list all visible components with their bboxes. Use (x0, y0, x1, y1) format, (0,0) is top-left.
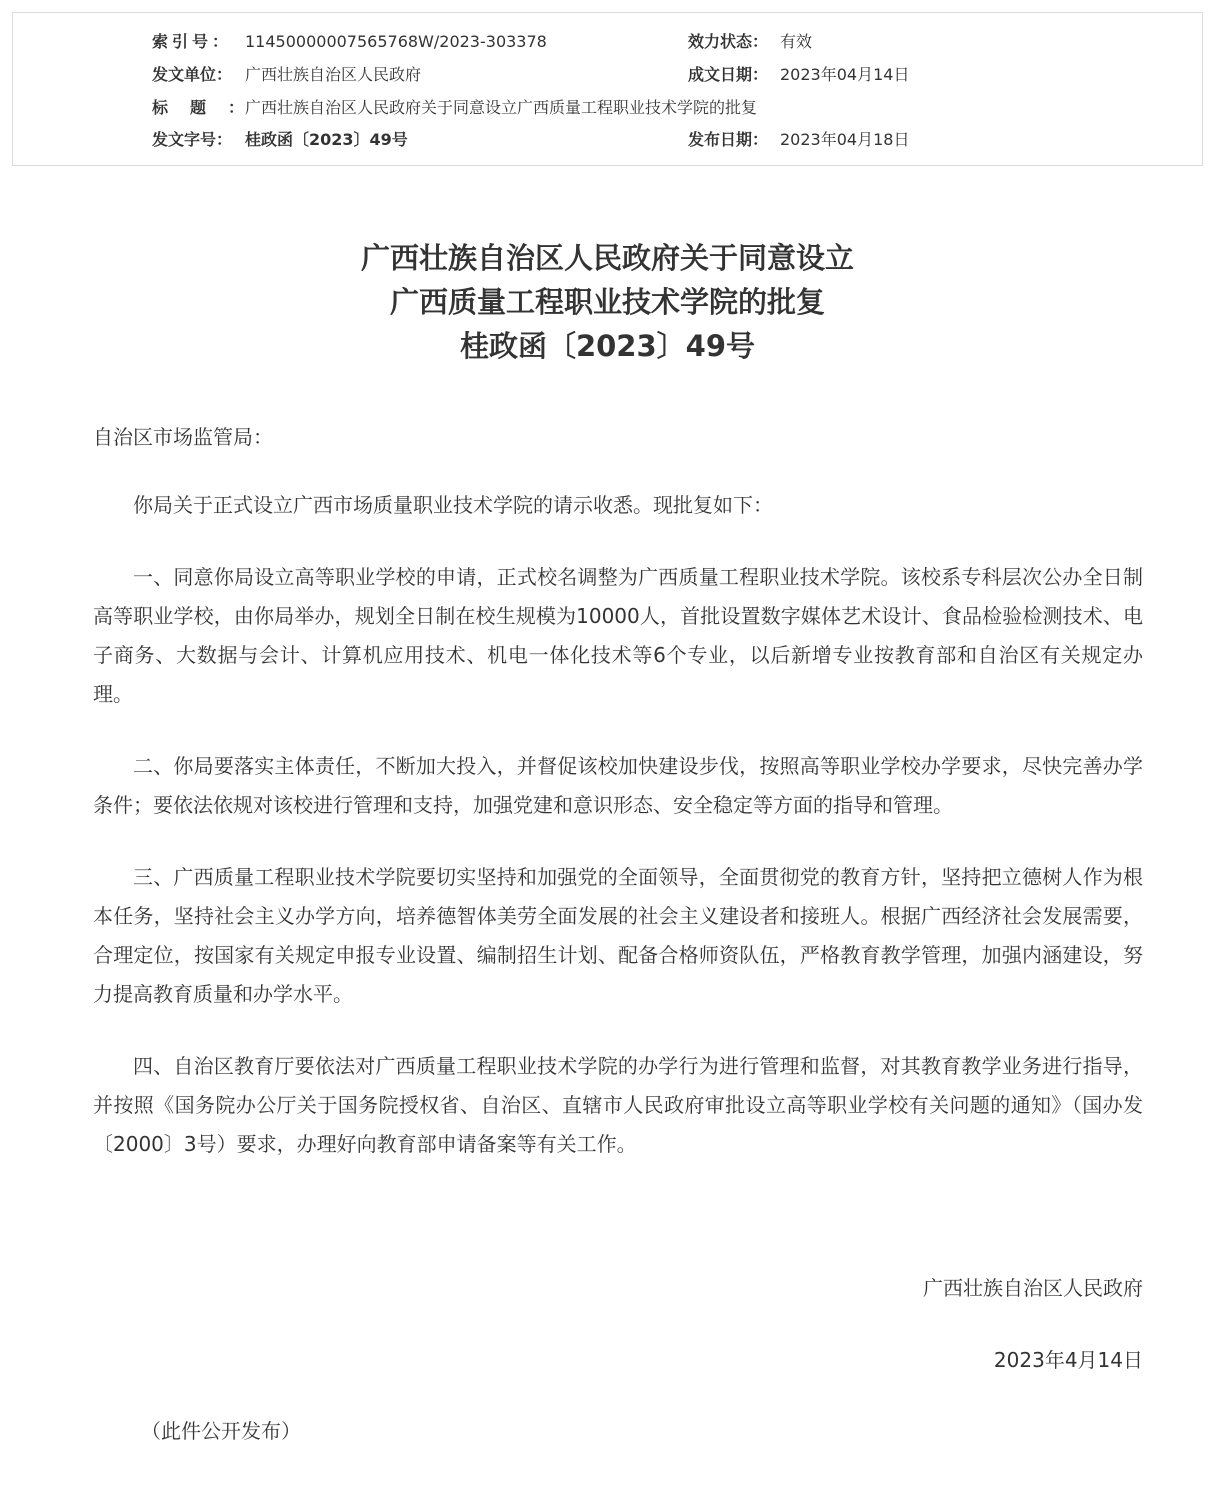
paragraph-4: 四、自治区教育厅要依法对广西质量工程职业技术学院的办学行为进行管理和监督，对其教育教学业务进行指导，并按照《国务院办公厅关于国务院授权省、自治区、直辖市人民政府审批设立高等职业学校有关问题的通知》（国办发〔2000〕3号）要求，办理好向教育部申请备案等有关工作。 (93, 1054, 1143, 1156)
meta-row-index (0, 29, 1215, 55)
publication-note: （此件公开发布） (141, 1419, 301, 1443)
publish-date-value: 2023年04月18日 (780, 130, 910, 149)
paragraph-3: 三、广西质量工程职业技术学院要切实坚持和加强党的全面领导，全面贯彻党的教育方针，坚持把立德树人作为根本任务，坚持社会主义办学方向，培养德智体美劳全面发展的社会主义建设者和接班人。根据广西经济社会发展需要，合理定位，按国家有关规定申报专业设置、编制招生计划、配备合格师资队伍，严格教育教学管理，加强内涵建设，努力提高教育质量和办学水平。 (93, 865, 1143, 1006)
date-written-value: 2023年04月14日 (780, 65, 910, 84)
meta-row-doc-number (0, 127, 1215, 153)
issuer-value: 广西壮族自治区人民政府 (245, 65, 422, 84)
addressee: 自治区市场监管局： (93, 425, 273, 449)
title-label: 标题： (152, 98, 267, 117)
paragraph-1: 一、同意你局设立高等职业学校的申请，正式校名调整为广西质量工程职业技术学院。该校系专科层次公办全日制高等职业学校，由你局举办，规划全日制在校生规模为10000人，首批设置数字媒体艺术设计、食品检验检测技术、电子商务、大数据与会计、计算机应用技术、机电一体化技术等6个专业，以后新增专业按教育部和自治区有关规定办理。 (93, 565, 1143, 706)
signature-date: 2023年4月14日 (993, 1348, 1143, 1372)
meta-row-title (0, 95, 1215, 121)
title-value: 广西壮族自治区人民政府关于同意设立广西质量工程职业技术学院的批复 (245, 98, 758, 117)
document-title-line-2: 广西质量工程职业技术学院的批复 (389, 285, 825, 319)
meta-row-issuer (0, 62, 1215, 88)
doc-number-label: 发文字号： (152, 130, 233, 149)
index-value: 11450000007565768W/2023-303378 (245, 32, 547, 51)
intro-paragraph: 你局关于正式设立广西市场质量职业技术学院的请示收悉。现批复如下： (133, 493, 773, 517)
document-number-heading: 桂政函〔2023〕49号 (459, 329, 756, 363)
paragraph-2: 二、你局要落实主体责任，不断加大投入，并督促该校加快建设步伐，按照高等职业学校办学要求，尽快完善办学条件；要依法依规对该校进行管理和支持，加强党建和意识形态、安全稳定等方面的指导和管理。 (93, 754, 1143, 817)
signature-organization: 广西壮族自治区人民政府 (923, 1276, 1143, 1300)
issuer-label: 发文单位： (152, 65, 233, 84)
doc-number-value: 桂政函〔2023〕49号 (245, 130, 408, 149)
index-label: 索引号： (152, 32, 233, 51)
date-written-label: 成文日期： (688, 65, 769, 84)
publish-date-label: 发布日期： (688, 130, 769, 149)
status-value: 有效 (780, 32, 813, 51)
document-title-line-1: 广西壮族自治区人民政府关于同意设立 (360, 241, 854, 275)
status-label: 效力状态： (688, 32, 769, 51)
